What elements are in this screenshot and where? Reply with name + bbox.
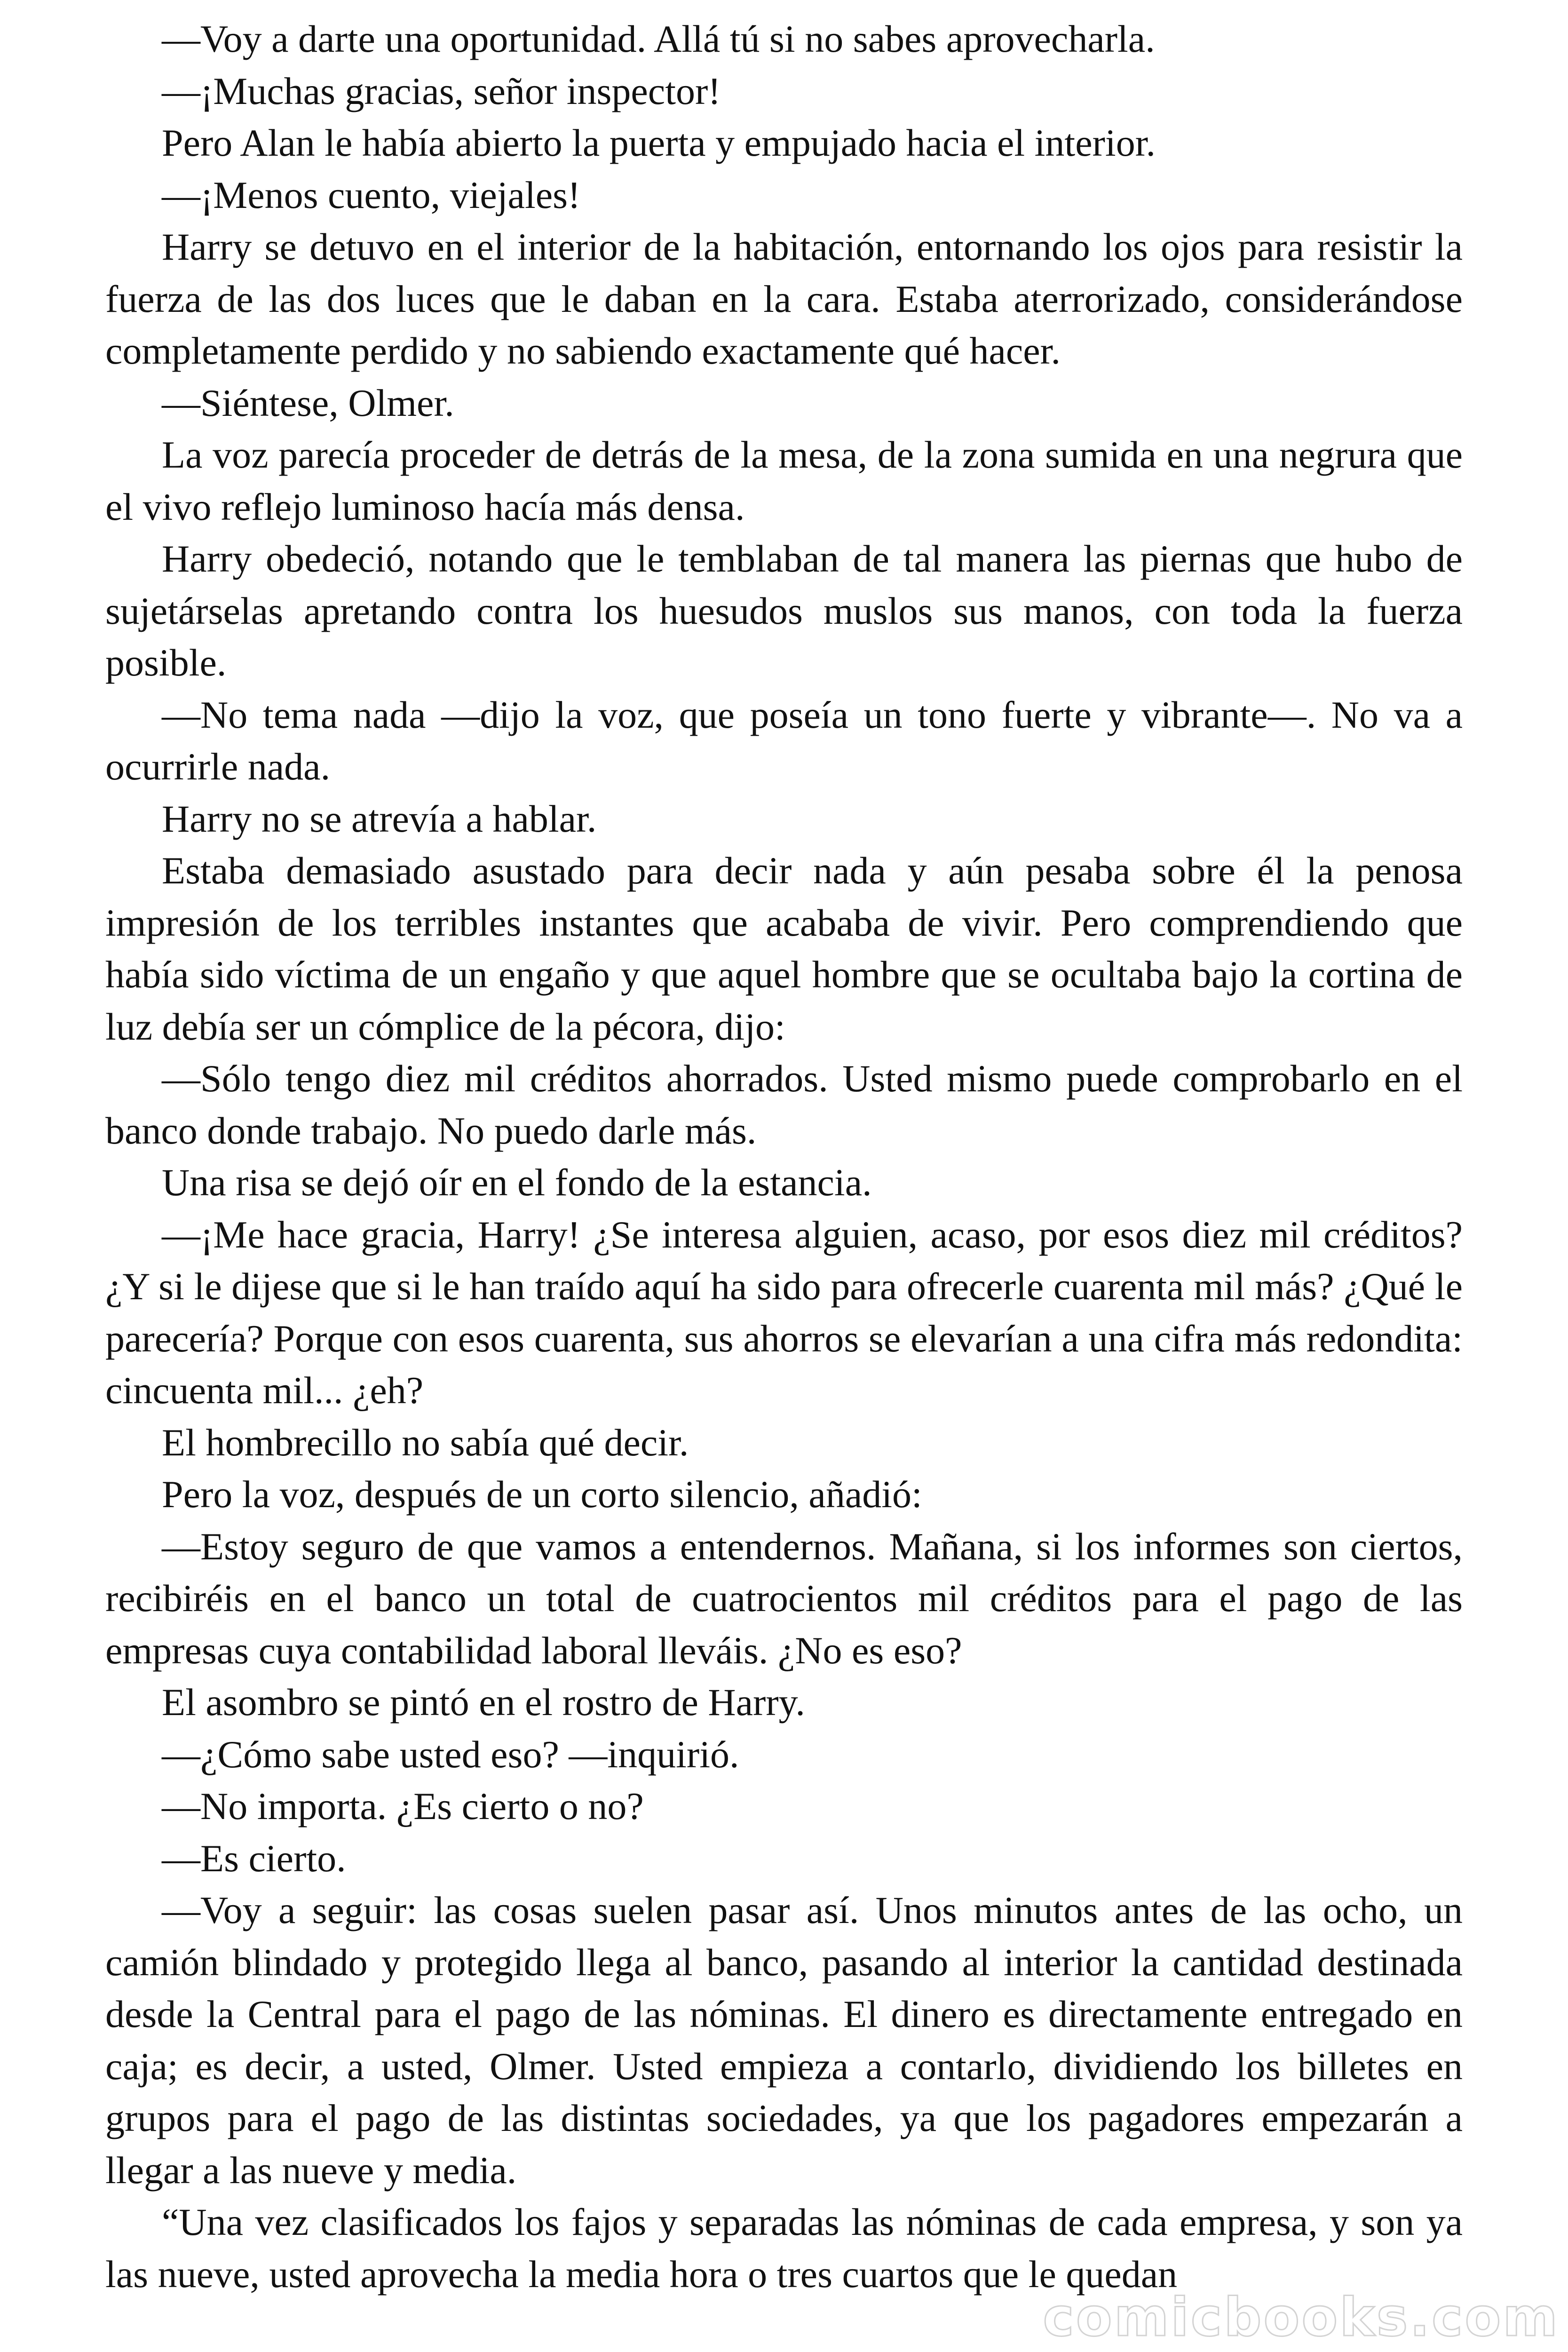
paragraph: —¡Menos cuento, viejales!	[162, 173, 581, 216]
paragraph: —Siéntese, Olmer.	[162, 381, 454, 424]
document-page	[105, 13, 1463, 2300]
paragraph: Pero la voz, después de un corto silencio, añadió:	[162, 1473, 922, 1516]
paragraph: “Una vez clasificados los fajos y separadas las nóminas de cada empresa, y son ya las nueve, usted aprovecha la media hora o tres cuartos que le quedan	[105, 2201, 1463, 2296]
paragraph: —Es cierto.	[162, 1836, 346, 1880]
paragraph: —Sólo tengo diez mil créditos ahorrados. Usted mismo puede comprobarlo en el banco donde trabajo. No puedo darle más.	[105, 1057, 1463, 1152]
watermark-logo: comicbooks.com	[1043, 2287, 1560, 2348]
paragraph: Pero Alan le había abierto la puerta y empujado hacia el interior.	[162, 121, 1156, 164]
paragraph: La voz parecía proceder de detrás de la mesa, de la zona sumida en una negrura que el vivo reflejo luminoso hacía más densa.	[105, 433, 1463, 528]
paragraph: Harry obedeció, notando que le temblaban de tal manera las piernas que hubo de sujetárselas apretando contra los huesudos muslos sus manos, con toda la fuerza posible.	[105, 537, 1463, 684]
paragraph: —Voy a darte una oportunidad. Allá tú si no sabes aprovecharla.	[162, 17, 1155, 60]
paragraph: Una risa se dejó oír en el fondo de la estancia.	[162, 1161, 872, 1204]
paragraph: —No tema nada —dijo la voz, que poseía un tono fuerte y vibrante—. No va a ocurrirle nada.	[105, 693, 1463, 788]
paragraph: El hombrecillo no sabía qué decir.	[162, 1421, 689, 1464]
paragraph: —¿Cómo sabe usted eso? —inquirió.	[162, 1732, 739, 1776]
paragraph: —¡Me hace gracia, Harry! ¿Se interesa alguien, acaso, por esos diez mil créditos? ¿Y si le dijese que si le han traído aquí ha sido para ofrecerle cuarenta mil más? ¿Qué le parecería? Porque con esos cuarenta, sus ahorros se elevarían a una cifra más redondita: cincuenta mil... ¿eh?	[105, 1213, 1463, 1412]
paragraph: —¡Muchas gracias, señor inspector!	[162, 69, 721, 112]
paragraph: El asombro se pintó en el rostro de Harry.	[162, 1681, 805, 1724]
paragraph: Harry no se atrevía a hablar.	[162, 797, 597, 840]
paragraph: —Estoy seguro de que vamos a entendernos. Mañana, si los informes son ciertos, recibiréis en el banco un total de cuatrocientos mil créditos para el pago de las empresas cuya contabilidad laboral lleváis. ¿No es eso?	[105, 1525, 1463, 1672]
paragraph: Harry se detuvo en el interior de la habitación, entornando los ojos para resistir la fuerza de las dos luces que le daban en la cara. Estaba aterrorizado, considerándose completamente perdido y no sabiendo exactamente qué hacer.	[105, 225, 1463, 372]
paragraph: Estaba demasiado asustado para decir nada y aún pesaba sobre él la penosa impresión de los terribles instantes que acababa de vivir. Pero comprendiendo que había sido víctima de un engaño y que aquel hombre que se ocultaba bajo la cortina de luz debía ser un cómplice de la pécora, dijo:	[105, 849, 1463, 1048]
paragraph: —Voy a seguir: las cosas suelen pasar así. Unos minutos antes de las ocho, un camión blindado y protegido llega al banco, pasando al interior la cantidad destinada desde la Central para el pago de las nóminas. El dinero es directamente entregado en caja; es decir, a usted, Olmer. Usted empieza a contarlo, dividiendo los billetes en grupos para el pago de las distintas sociedades, ya que los pagadores empezarán a llegar a las nueve y media.	[105, 1889, 1463, 2192]
paragraph: —No importa. ¿Es cierto o no?	[162, 1785, 644, 1828]
